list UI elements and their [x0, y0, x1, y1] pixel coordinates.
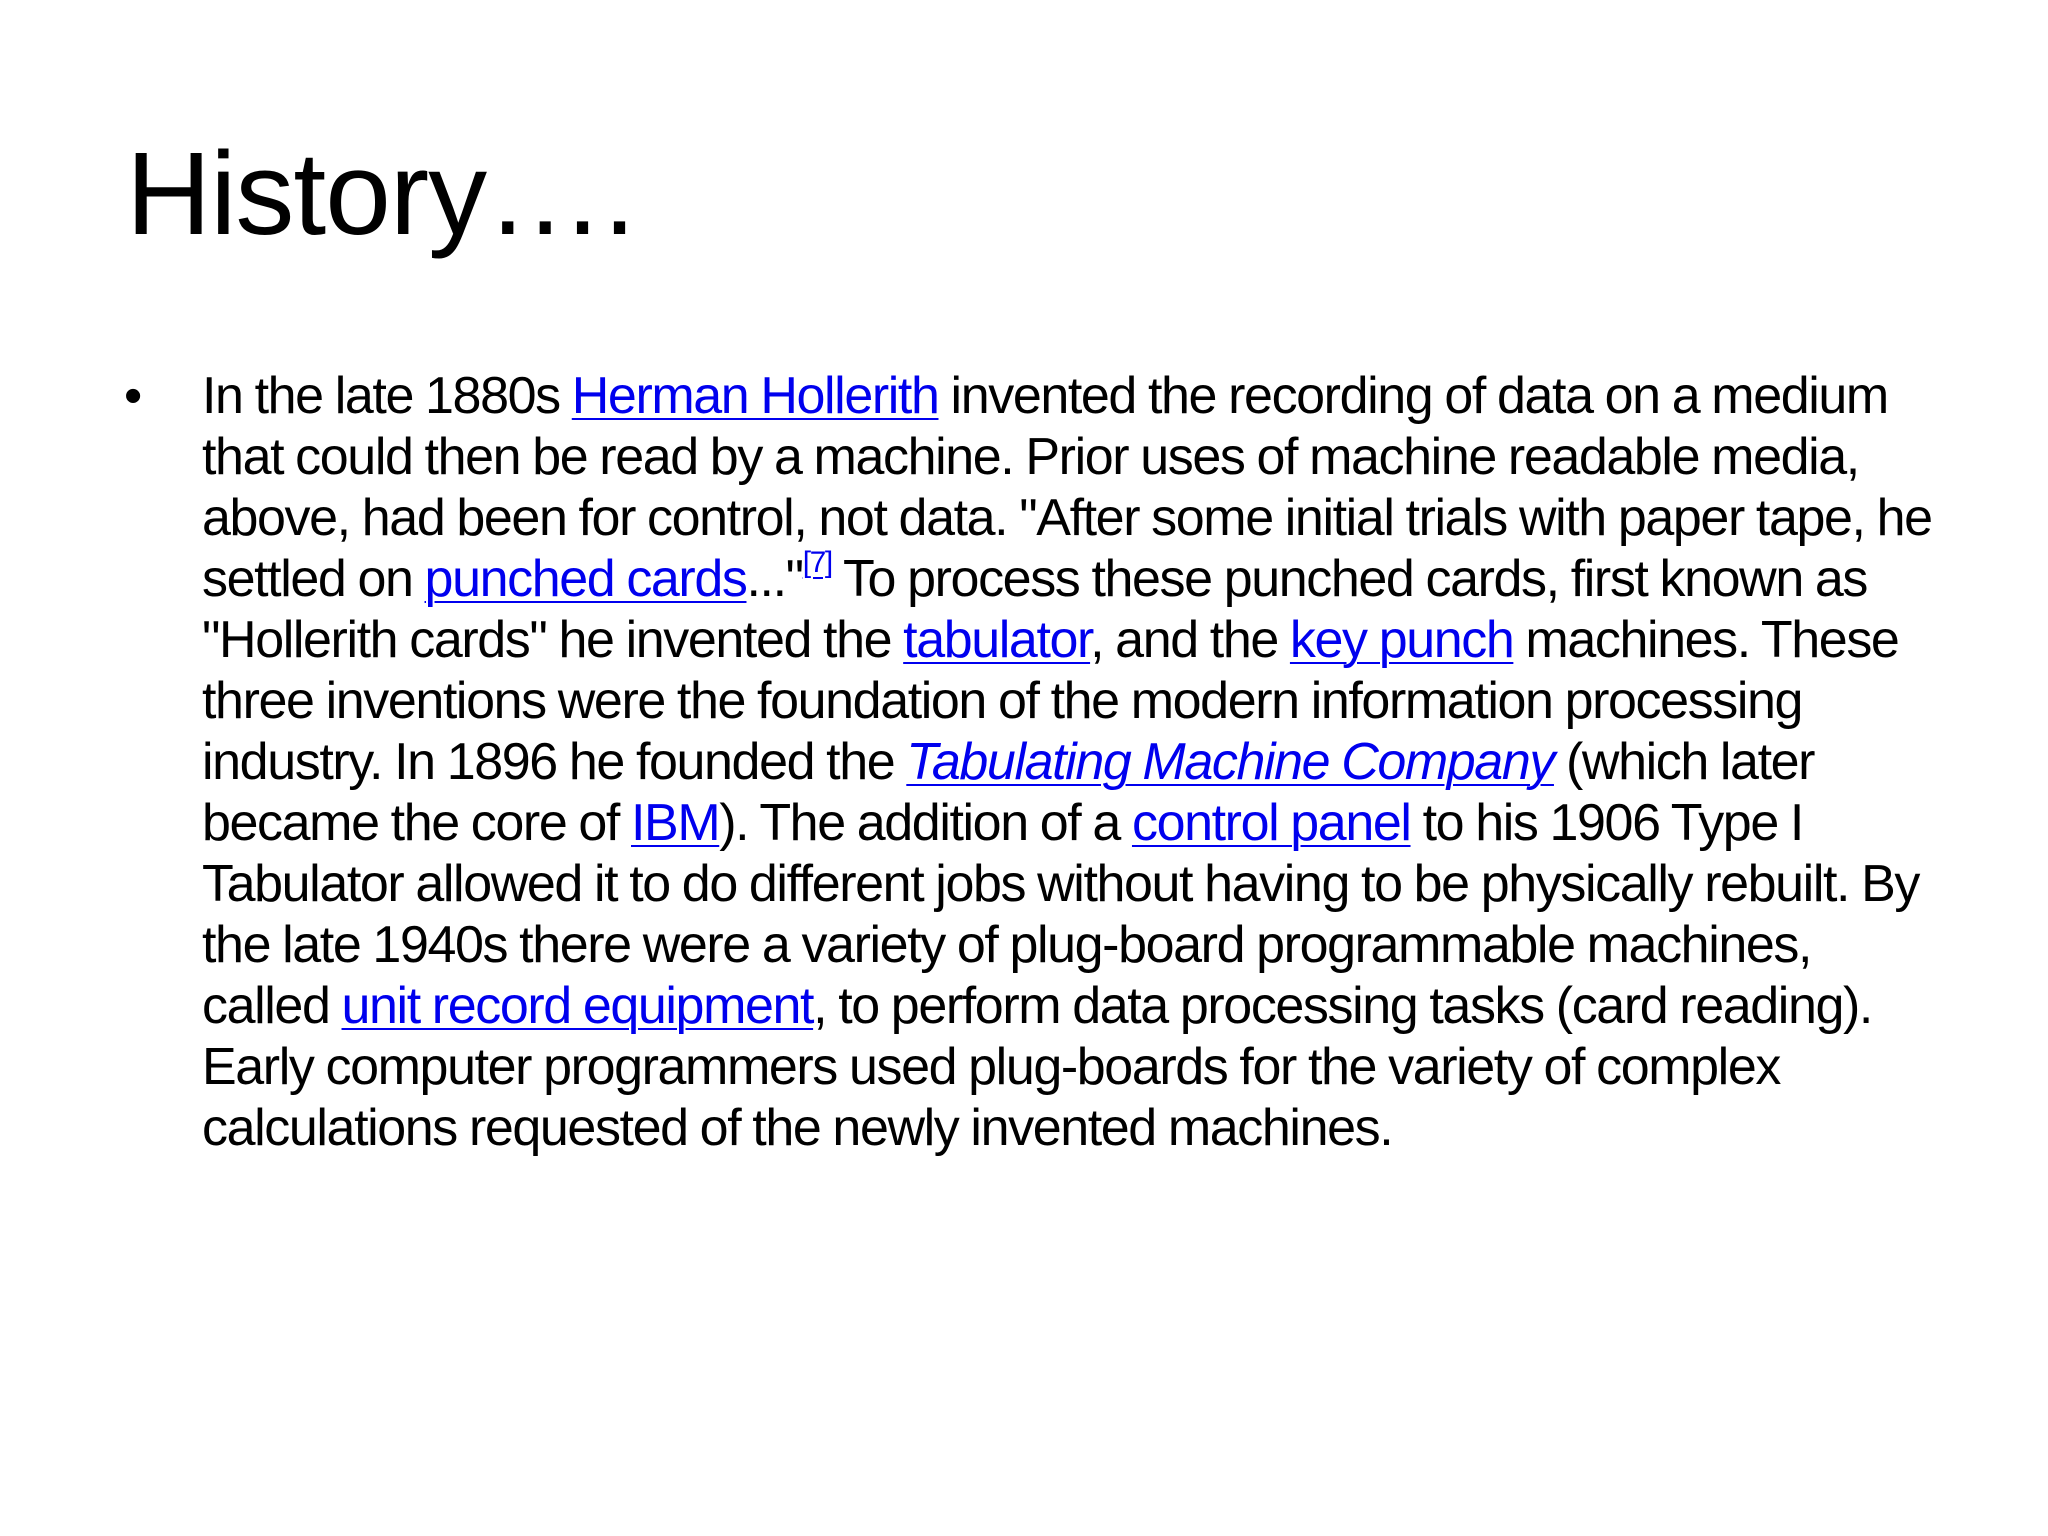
- text-segment: In the late 1880s: [202, 367, 572, 425]
- link-ibm[interactable]: IBM: [631, 794, 720, 852]
- citation-link-7[interactable]: [7]: [802, 546, 832, 579]
- text-segment: To process these punched cards, first known as "Hollerith cards" he invented the: [202, 550, 1868, 669]
- link-herman-hollerith[interactable]: Herman Hollerith: [571, 367, 939, 425]
- text-segment: ). The addition of a: [719, 794, 1132, 852]
- text-segment: , and the: [1090, 611, 1290, 669]
- text-segment: ...": [746, 550, 803, 608]
- text-segment: machines. These three inventions were the foundation of the modern information processing industry. In 1896 he founded the: [202, 611, 1899, 791]
- link-punched-cards[interactable]: punched cards: [424, 550, 747, 608]
- bullet-point: •: [124, 367, 143, 425]
- slide-title: History….: [126, 128, 635, 260]
- link-tabulator[interactable]: tabulator: [903, 611, 1091, 669]
- bullet-paragraph: [202, 366, 1938, 1159]
- text-segment: to his 1906 Type I Tabulator allowed it to do different jobs without having to be physically rebuilt. By the late 1940s there were a variety of plug-board programmable machines, called: [202, 794, 1919, 1035]
- link-unit-record-equipment[interactable]: unit record equipment: [341, 977, 814, 1035]
- link-tabulating-machine-company[interactable]: Tabulating Machine Company: [906, 733, 1554, 791]
- link-control-panel[interactable]: control panel: [1131, 794, 1411, 852]
- text-segment: invented the recording of data on a medium that could then be read by a machine. Prior uses of machine readable media, above, had been for control, not data. "After some initial trials with paper tape, he settled on: [202, 367, 1932, 608]
- text-segment: , to perform data processing tasks (card reading). Early computer programmers used plug-boards for the variety of complex calculations requested of the newly invented machines.: [202, 977, 1872, 1157]
- link-key-punch[interactable]: key punch: [1289, 611, 1514, 669]
- text-segment: (which later became the core of: [202, 733, 1815, 852]
